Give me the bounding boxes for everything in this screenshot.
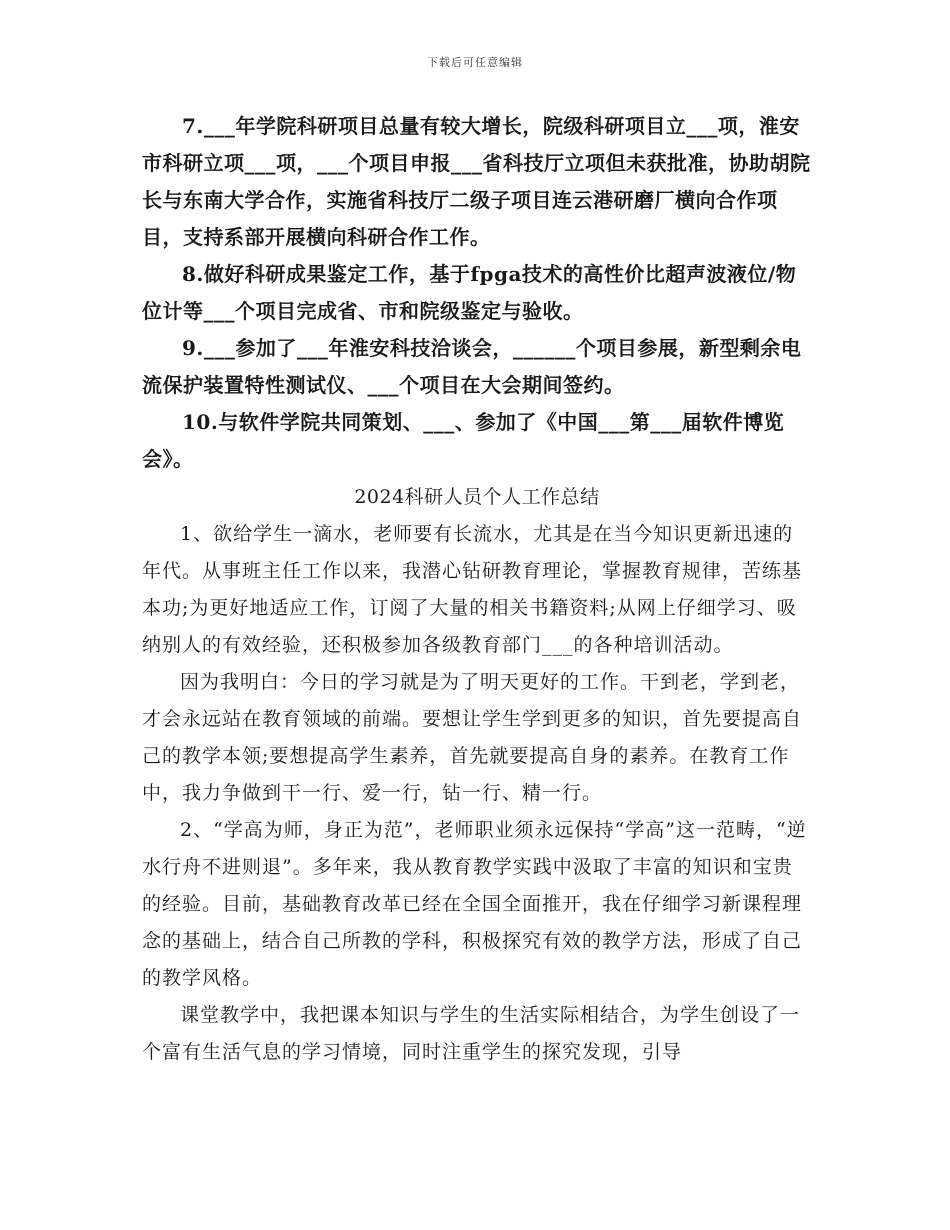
document-body [142, 108, 812, 1071]
paragraph-1: 1、欲给学生一滴水，老师要有长流水，尤其是在当今知识更新迅速的年代。从事班主任工作以来，我潜心钻研教育理论，掌握教育规律，苦练基本功;为更好地适应工作，订阅了大量的相关书籍资料;从网上仔细学习、吸纳别人的有效经验，还积极参加各级教育部门___的各种培训活动。 [142, 523, 803, 656]
page-header: 下载后可任意编辑 [427, 56, 523, 69]
paragraph-2: 因为我明白：今日的学习就是为了明天更好的工作。干到老，学到老，才会永远站在教育领域的前端。要想让学生学到更多的知识，首先要提高自己的教学本领;要想提高学生素养，首先就要提高自身的素养。在教育工作中，我力争做到干一行、爱一行，钻一行、精一行。 [142, 671, 803, 804]
list-item-9: 9.___参加了___年淮安科技洽谈会，______个项目参展，新型剩余电流保护装置特性测试仪、___个项目在大会期间签约。 [142, 336, 802, 397]
paragraph-4: 课堂教学中，我把课本知识与学生的生活实际相结合，为学生创设了一个富有生活气息的学习情境，同时注重学生的探究发现，引导 [142, 1004, 801, 1063]
list-item-10: 10.与软件学院共同策划、___、参加了《中国___第___届软件博览会》。 [142, 410, 785, 471]
paragraph-3: 2、“学高为师，身正为范”，老师职业须永远保持“学高”这一范畴，“逆水行舟不进则退”。多年来，我从教育教学实践中汲取了丰富的知识和宝贵的经验。目前，基础教育改革已经在全国全面推开，我在仔细学习新课程理念的基础上，结合自己所教的学科，积极探究有效的教学方法，形成了自己的教学风格。 [142, 819, 807, 989]
list-item-8: 8.做好科研成果鉴定工作，基于fpga技术的高性价比超声波液位/物位计等___个项目完成省、市和院级鉴定与验收。 [142, 262, 797, 323]
list-item-7: 7.___年学院科研项目总量有较大增长，院级科研项目立___项，淮安市科研立项___项，___个项目申报___省科技厅立项但未获批准，协助胡院长与东南大学合作，实施省科技厅二级子项目连云港研磨厂横向合作项目，支持系部开展横向科研合作工作。 [142, 114, 811, 249]
section-title: 2024科研人员个人工作总结 [354, 486, 600, 508]
